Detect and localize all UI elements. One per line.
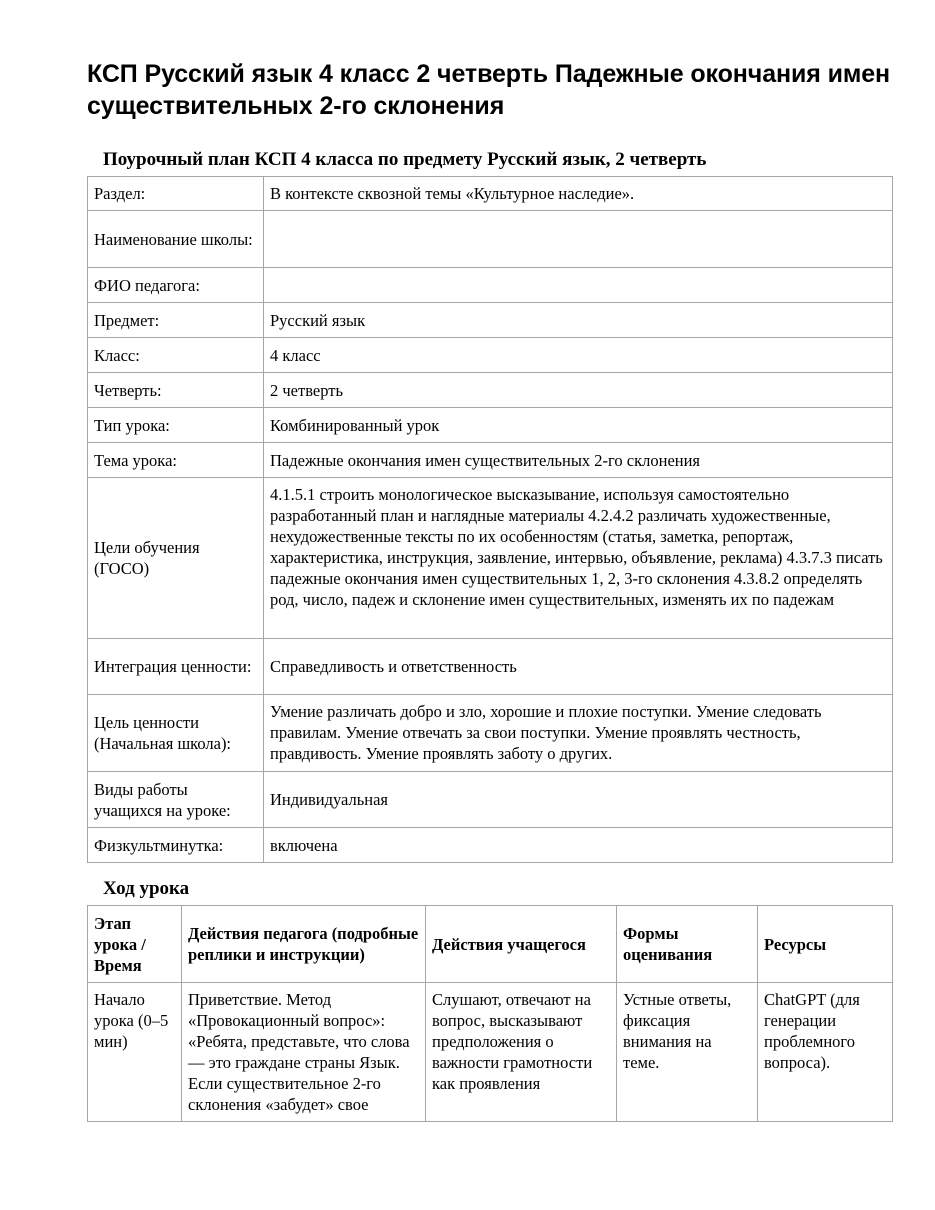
info-label: Тема урока: [88,443,264,478]
table-row [88,408,893,443]
info-value: 4 класс [264,338,893,373]
table-row [88,478,893,639]
column-header: Действия педагога (подробные реплики и инструкции) [182,906,426,983]
table-row [88,338,893,373]
info-value: Русский язык [264,303,893,338]
info-label: ФИО педагога: [88,268,264,303]
column-header: Ресурсы [758,906,893,983]
table-cell: Устные ответы, фиксация внимания на теме. [617,983,758,1122]
table-row [88,443,893,478]
column-header: Формы оценивания [617,906,758,983]
info-label: Раздел: [88,177,264,211]
table-cell: ChatGPT (для генерации проблемного вопроса). [758,983,893,1122]
info-value: Умение различать добро и зло, хорошие и плохие поступки. Умение следовать правилам. Умение отвечать за свои поступки. Умение проявлять честность, правдивость. Умение проявлять заботу о других. [264,695,893,772]
table-row [88,177,893,211]
plan-heading: Поурочный план КСП 4 класса по предмету Русский язык, 2 четверть [103,149,707,170]
table-row [88,695,893,772]
info-value: 2 четверть [264,373,893,408]
table-row [88,373,893,408]
info-label: Физкультминутка: [88,828,264,863]
info-label: Интеграция ценности: [88,639,264,695]
info-value: Комбинированный урок [264,408,893,443]
info-value: Индивидуальная [264,772,893,828]
info-label: Наименование школы: [88,211,264,268]
table-cell: Слушают, отвечают на вопрос, высказывают предположения о важности грамотности как проявления [426,983,617,1122]
document-title: КСП Русский язык 4 класс 2 четверть Падежные окончания имен существительных 2-го склонения [87,60,891,120]
info-label: Предмет: [88,303,264,338]
info-value [264,211,893,268]
info-label: Тип урока: [88,408,264,443]
info-label: Цели обучения (ГОСО) [88,478,264,639]
table-row [88,639,893,695]
info-value: включена [264,828,893,863]
table-row [88,211,893,268]
info-label: Класс: [88,338,264,373]
info-label: Четверть: [88,373,264,408]
table-cell: Приветствие. Метод «Провокационный вопрос»: «Ребята, представьте, что слова — это граждане страны Язык. Если существительное 2-го склонения «забудет» свое [182,983,426,1122]
column-header: Действия учащегося [426,906,617,983]
table-row [88,828,893,863]
table-row [88,772,893,828]
lesson-info-table [87,176,893,863]
table-header-row [88,906,893,983]
lesson-flow-table [87,905,893,1122]
info-value: Падежные окончания имен существительных 2-го склонения [264,443,893,478]
info-value: В контексте сквозной темы «Культурное наследие». [264,177,893,211]
table-row [88,268,893,303]
info-value: Справедливость и ответственность [264,639,893,695]
info-label: Виды работы учащихся на уроке: [88,772,264,828]
document-page [87,58,893,1122]
info-value [264,268,893,303]
table-row [88,983,893,1122]
info-value: 4.1.5.1 строить монологическое высказывание, используя самостоятельно разработанный план и наглядные материалы 4.2.4.2 различать художественные, нехудожественные тексты по их особенностям (статья, заметка, репортаж, характеристика, инструкция, заявление, интервью, объявление, реклама) 4.3.7.3 писать падежные окончания имен существительных 1, 2, 3-го склонения 4.3.8.2 определять род, число, падеж и склонение имен существительных, изменять их по падежам [264,478,893,639]
table-cell: Начало урока (0–5 мин) [88,983,182,1122]
table-row [88,303,893,338]
info-label: Цель ценности (Начальная школа): [88,695,264,772]
lesson-heading: Ход урока [103,878,190,899]
column-header: Этап урока / Время [88,906,182,983]
